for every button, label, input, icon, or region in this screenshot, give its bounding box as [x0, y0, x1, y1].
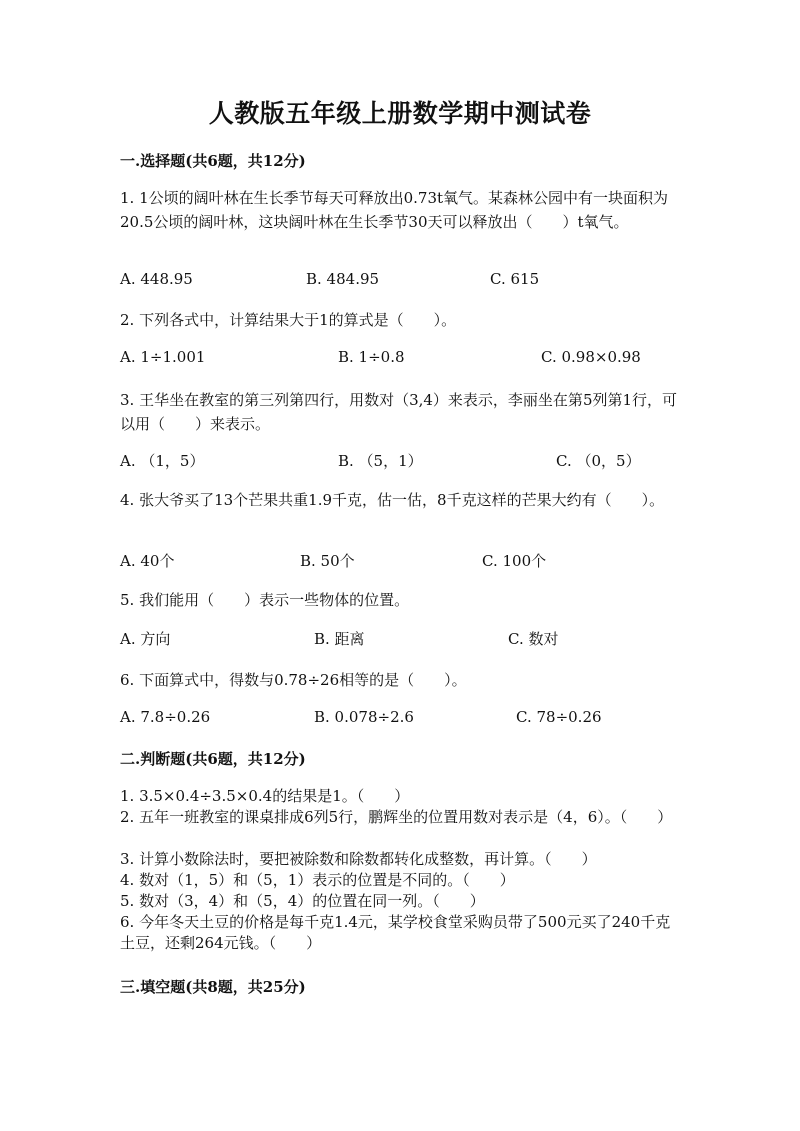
question-4-option-a: A. 40个	[120, 552, 175, 570]
question-4: 4. 张大爷买了13个芒果共重1.9千克，估一估，8千克这样的芒果大约有（ ）。	[120, 491, 665, 509]
question-5-option-b: B. 距离	[314, 630, 365, 648]
question-5-option-c: C. 数对	[508, 630, 559, 648]
exam-title: 人教版五年级上册数学期中测试卷	[208, 99, 592, 128]
question-5: 5. 我们能用（ ）表示一些物体的位置。	[120, 591, 410, 609]
tf-item-3: 3. 计算小数除法时，要把被除数和除数都转化成整数，再计算。（ ）	[120, 850, 597, 868]
question-1-option-b: B. 484.95	[306, 270, 380, 288]
question-3-option-c: C. （0，5）	[556, 452, 641, 470]
question-6: 6. 下面算式中，得数与0.78÷26相等的是（ ）。	[120, 671, 467, 689]
tf-item-5: 5. 数对（3，4）和（5，4）的位置在同一列。（ ）	[120, 892, 485, 910]
section-heading-fill-blank: 三.填空题(共8题，共25分)	[120, 978, 306, 996]
section-heading-true-false: 二.判断题(共6题，共12分)	[120, 750, 306, 768]
question-1-option-a: A. 448.95	[120, 270, 193, 288]
section-heading-choice: 一.选择题(共6题，共12分)	[120, 152, 306, 170]
question-5-option-a: A. 方向	[120, 630, 171, 648]
question-6-option-a: A. 7.8÷0.26	[120, 708, 211, 726]
tf-item-6: 6. 今年冬天土豆的价格是每千克1.4元，某学校食堂采购员带了500元买了240千克土豆，还剩264元钱。（ ）	[120, 913, 671, 952]
question-2-option-b: B. 1÷0.8	[338, 348, 405, 366]
question-1-option-c: C. 615	[490, 270, 540, 288]
tf-item-2: 2. 五年一班教室的课桌排成6列5行，鹏辉坐的位置用数对表示是（4，6）。（ ）	[120, 808, 673, 826]
question-4-option-c: C. 100个	[482, 552, 547, 570]
question-4-option-b: B. 50个	[300, 552, 355, 570]
question-2: 2. 下列各式中，计算结果大于1的算式是（ ）。	[120, 311, 457, 329]
question-6-option-b: B. 0.078÷2.6	[314, 708, 414, 726]
question-3: 3. 王华坐在教室的第三列第四行，用数对（3,4）来表示，李丽坐在第5列第1行，可以用（ ）来表示。	[120, 391, 678, 433]
tf-item-1: 1. 3.5×0.4÷3.5×0.4的结果是1。（ ）	[120, 787, 410, 805]
question-1: 1. 1公顷的阔叶林在生长季节每天可释放出0.73t氧气。某森林公园中有一块面积为20.5公顷的阔叶林，这块阔叶林在生长季节30天可以释放出（ ）t氧气。	[120, 189, 669, 231]
tf-item-4: 4. 数对（1，5）和（5，1）表示的位置是不同的。（ ）	[120, 871, 515, 889]
question-6-option-c: C. 78÷0.26	[516, 708, 602, 726]
question-3-option-a: A. （1，5）	[120, 452, 205, 470]
question-2-option-a: A. 1÷1.001	[120, 348, 206, 366]
question-3-option-b: B. （5，1）	[338, 452, 423, 470]
question-2-option-c: C. 0.98×0.98	[541, 348, 641, 366]
